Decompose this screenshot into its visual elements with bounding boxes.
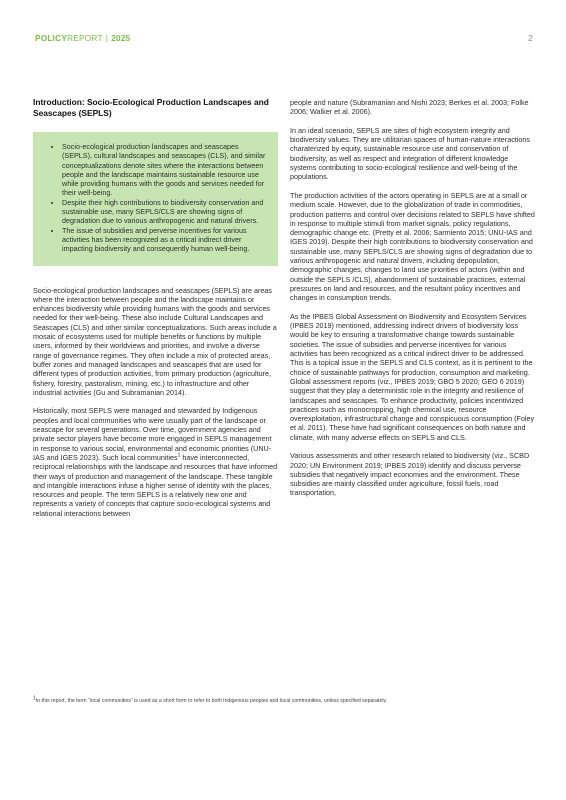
footnote-marker: 1 xyxy=(33,695,36,702)
left-column xyxy=(33,97,278,527)
footnote-reference[interactable]: 1 xyxy=(177,452,181,459)
footnote-text: In this report, the term “local communities” is used as a short form to refer to both Indigenous peoples and local communities, unless specified separately. xyxy=(35,698,388,704)
section-title: Introduction: Socio-Ecological Production Landscapes and Seascapes (SEPLS) xyxy=(33,97,269,118)
body-paragraph: The production activities of the actors operating in SEPLS are at a small or medium scale. However, due to the globalization of trade in commodities, production patterns and control over decisions related to SEPLS have shifted in response to multiple stimuli from market signals, policy regulations, demographic change etc. (Pretty et al. 2006; Sarmiento 2015; UNU-IAS and IGES 2019). Despite their high contributions to biodiversity conservation and sustainable use, many SEPLS/CLS are showing signs of degradation due to various anthropogenic and natural drivers, including depopulation, demographic changes, changes to land use priorities of actors (within and outside the SEPLS /CLS), abandonment of sustainable practices, external pressures on land and resources, and the resultant policy incentives and changes in consumption trends. xyxy=(290,190,535,303)
body-paragraph: Socio-ecological production landscapes and seascapes (SEPLS) are areas where the interaction between people and the landscape maintains or enhances biodiversity while providing humans with the goods and services needed for their well-being. These also include Cultural Landscapes and Seascapes (CLS) and other similar conceptualizations. Such areas include a mosaic of ecosystems used for multiple benefits or functions by multiple users, informed by their worldviews and priorities, and involve a diverse range of governance regimes. They often include a mix of protected areas, buffer zones and managed landscapes and seascapes that are used for different types of production activities, from primary production (agriculture, fishery, forestry, pastoralism, mining, etc.) to infrastructure and other industrial activities (Gu and Subramanian 2014). xyxy=(33,285,277,397)
report-brand xyxy=(35,33,130,43)
brand-year: 2025 xyxy=(111,33,131,43)
body-paragraph: people and nature (Subramanian and Nishi 2023; Berkes et al. 2003; Folke 2006; Walker et al. 2006). xyxy=(290,98,529,117)
page-header xyxy=(35,33,533,45)
body-paragraph: Various assessments and other research related to biodiversity (viz., SCBD 2020; UN Environment 2019; IPBES 2019) identify and discuss perverse subsidies that negatively impact economies and the environment. These subsidies are mainly classified under agriculture, fossil fuels, road transportation, xyxy=(290,451,530,498)
paragraph-text: Historically, most SEPLS were managed and stewarded by Indigenous peoples and local communities who were usually part of the landscape or seascape for several generations. Over time, government agencies and private sector players have become more engaged in SEPLS management in response to various social, environmental and economic priorities (UNU-IAS and IGES 2023). Such local communities xyxy=(33,406,272,462)
body-paragraph: In an ideal scenario, SEPLS are sites of high ecosystem integrity and biodiversity values. They are utilitarian spaces of human-nature interactions charaterized by equity, sustainable resource use and conservation of biodiversity, as well as respect and integration of different knowledge systems contributing to socio-ecological resilience and well-being of the populations. xyxy=(290,125,530,182)
body-paragraph xyxy=(33,406,278,518)
right-column xyxy=(290,98,535,507)
brand-report: REPORT xyxy=(67,33,103,43)
key-points-list xyxy=(45,142,266,254)
brand-separator: | xyxy=(105,33,109,43)
key-point: • Despite their high contributions to biodiversity conservation and sustainable use, many SEPLS/CLS are showing signs of degradation due to various anthropogenic and natural drivers. xyxy=(62,198,266,226)
footnote xyxy=(33,695,538,705)
key-points-box xyxy=(33,132,278,266)
key-point: • Socio-ecological production landscapes and seascapes (SEPLS), cultural landscapes and seascapes (CLS), and similar conceptualizations denote sites where the interactions between people and the landscape maintains sustainable resource use while providing humans with the goods and services needed for their well-being. xyxy=(62,142,266,198)
body-paragraph: As the IPBES Global Assessment on Biodiversity and Ecosystem Services (IPBES 2019) mentioned, addressing indirect drivers of biodiversity loss would be key to ensuring a transformative change towards sustainable societies. The issue of subsidies and perverse incentives for various activities has been recognized as a critical indirect driver to be addressed. This is a topical issue in the SEPLS and CLS context, as it is pertinent to the choice of sustainable pathways for production, consumption and marketing. Global assessment reports (viz., IPBES 2019; GBO 5 2020; GEO 6 2019) suggest that they play a deterministic role in the integrity and resilience of landscapes and seascapes. To enhance productivity, policies incentivized practices such as monocropping, high chemical use, resource overexploitation, infrastructural change and conspicuous consumption (Foley et al. 2011). These have had significant consequences on both nature and climate, with many adverse effects on SEPLS and CLS. xyxy=(290,311,535,442)
page-number: 2 xyxy=(528,33,533,43)
key-point: • The issue of subsidies and perverse incentives for various activities has been recognized as a critical indirect driver impacting biodiversity and consequently human well-being. xyxy=(62,226,266,254)
brand-policy: POLICY xyxy=(35,33,68,43)
paragraph-text: have interconnected, reciprocal relationships with the landscape and resources that have informed their ways of production and management of the landscape. These tangible and intangible interactions infuse a higher sense of identity with the places, resources and people. The term SEPLS is a relatively new one and represents a variety of concepts that capture socio-ecological systems and relational interactions between xyxy=(33,452,278,518)
